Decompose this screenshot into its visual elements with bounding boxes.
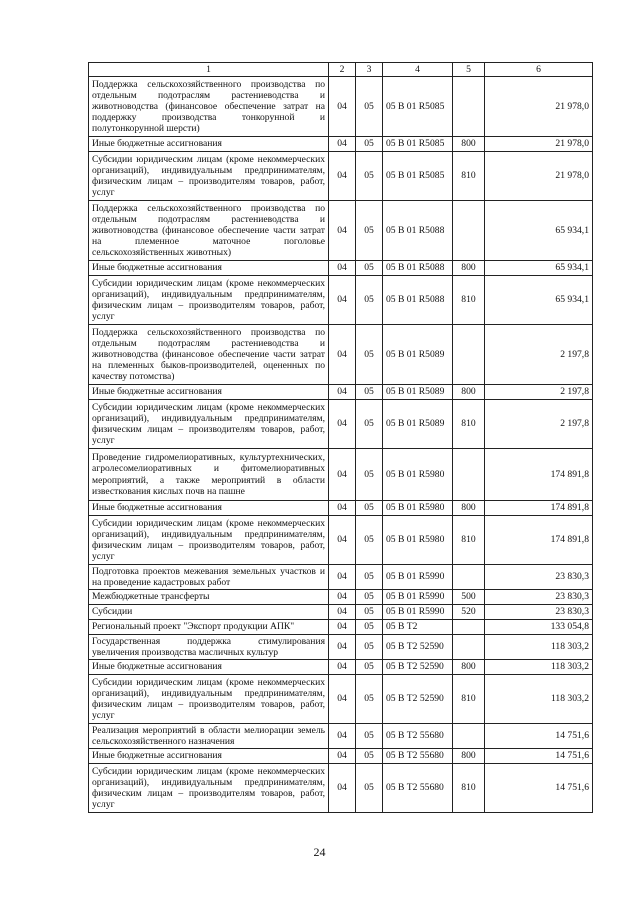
budget-table [88,62,593,813]
expense-type-cell [453,724,485,749]
target-article-cell: 05 В Т2 [383,620,453,635]
subsection-code-cell: 05 [356,620,383,635]
expense-type-cell: 810 [453,764,485,813]
subsection-code-cell: 05 [356,660,383,675]
section-code-cell: 04 [329,449,356,501]
row-name-cell: Иные бюджетные ассигнования [89,501,329,516]
amount-cell: 21 978,0 [485,152,593,201]
amount-cell: 14 751,6 [485,724,593,749]
row-name-cell: Государственная поддержка стимулирования увеличения производства масличных культур [89,635,329,660]
target-article-cell: 05 В 01 R5990 [383,590,453,605]
row-name-cell: Иные бюджетные ассигнования [89,137,329,152]
amount-cell: 14 751,6 [485,764,593,813]
amount-cell: 65 934,1 [485,201,593,261]
row-name-cell: Иные бюджетные ассигнования [89,749,329,764]
subsection-code-cell: 05 [356,325,383,385]
subsection-code-cell: 05 [356,501,383,516]
target-article-cell: 05 В 01 R5980 [383,516,453,565]
amount-cell: 174 891,8 [485,449,593,501]
amount-cell: 118 303,2 [485,660,593,675]
table-row [89,605,593,620]
expense-type-cell: 800 [453,749,485,764]
page-number: 24 [313,845,326,859]
subsection-code-cell: 05 [356,400,383,449]
row-name-cell: Иные бюджетные ассигнования [89,660,329,675]
table-row [89,449,593,501]
section-code-cell: 04 [329,764,356,813]
expense-type-cell: 800 [453,137,485,152]
section-code-cell: 04 [329,152,356,201]
subsection-code-cell: 05 [356,635,383,660]
section-code-cell: 04 [329,660,356,675]
target-article-cell: 05 В 01 R5980 [383,449,453,501]
subsection-code-cell: 05 [356,261,383,276]
section-code-cell: 04 [329,749,356,764]
expense-type-cell [453,77,485,137]
amount-cell: 23 830,3 [485,605,593,620]
section-code-cell: 04 [329,605,356,620]
section-code-cell: 04 [329,565,356,590]
target-article-cell: 05 В 01 R5089 [383,385,453,400]
amount-cell: 118 303,2 [485,635,593,660]
row-name-cell: Поддержка сельскохозяйственного производства по отдельным подотраслям растениеводства и животноводства (финансовое обеспечение затрат на поддержку производства тонкорунной и полутонкорунной шерсти) [89,77,329,137]
expense-type-cell: 800 [453,501,485,516]
header-cell: 4 [383,63,453,77]
section-code-cell: 04 [329,620,356,635]
amount-cell: 65 934,1 [485,276,593,325]
section-code-cell: 04 [329,590,356,605]
table-header-row [89,63,593,77]
target-article-cell: 05 В Т2 52590 [383,675,453,724]
expense-type-cell [453,565,485,590]
row-name-cell: Иные бюджетные ассигнования [89,385,329,400]
subsection-code-cell: 05 [356,605,383,620]
target-article-cell: 05 В 01 R5088 [383,261,453,276]
target-article-cell: 05 В 01 R5990 [383,565,453,590]
table-row [89,660,593,675]
expense-type-cell: 800 [453,261,485,276]
expense-type-cell: 810 [453,516,485,565]
header-cell: 1 [89,63,329,77]
target-article-cell: 05 В Т2 55680 [383,749,453,764]
target-article-cell: 05 В Т2 55680 [383,724,453,749]
table-row [89,501,593,516]
target-article-cell: 05 В 01 R5089 [383,325,453,385]
expense-type-cell: 800 [453,660,485,675]
table-row [89,400,593,449]
section-code-cell: 04 [329,675,356,724]
row-name-cell: Иные бюджетные ассигнования [89,261,329,276]
table-row [89,635,593,660]
expense-type-cell [453,620,485,635]
header-cell: 6 [485,63,593,77]
table-row [89,620,593,635]
section-code-cell: 04 [329,276,356,325]
header-cell: 3 [356,63,383,77]
expense-type-cell: 810 [453,276,485,325]
subsection-code-cell: 05 [356,724,383,749]
amount-cell: 118 303,2 [485,675,593,724]
table-row [89,137,593,152]
subsection-code-cell: 05 [356,201,383,261]
subsection-code-cell: 05 [356,385,383,400]
row-name-cell: Субсидии юридическим лицам (кроме некоммерческих организаций), индивидуальным предпринимателям, физическим лицам – производителям товаров, работ, услуг [89,516,329,565]
amount-cell: 23 830,3 [485,565,593,590]
subsection-code-cell: 05 [356,449,383,501]
subsection-code-cell: 05 [356,764,383,813]
subsection-code-cell: 05 [356,152,383,201]
expense-type-cell: 800 [453,385,485,400]
table-row [89,565,593,590]
subsection-code-cell: 05 [356,137,383,152]
subsection-code-cell: 05 [356,675,383,724]
section-code-cell: 04 [329,635,356,660]
table-row [89,675,593,724]
section-code-cell: 04 [329,261,356,276]
header-cell: 5 [453,63,485,77]
amount-cell: 21 978,0 [485,137,593,152]
row-name-cell: Поддержка сельскохозяйственного производства по отдельным подотраслям растениеводства и животноводства (финансовое обеспечение части затрат на племенное маточное поголовье сельскохозяйственных животных) [89,201,329,261]
subsection-code-cell: 05 [356,590,383,605]
row-name-cell: Субсидии юридическим лицам (кроме некоммерческих организаций), индивидуальным предпринимателям, физическим лицам – производителям товаров, работ, услуг [89,675,329,724]
section-code-cell: 04 [329,201,356,261]
row-name-cell: Межбюджетные трансферты [89,590,329,605]
subsection-code-cell: 05 [356,276,383,325]
table-row [89,325,593,385]
section-code-cell: 04 [329,77,356,137]
row-name-cell: Субсидии юридическим лицам (кроме некоммерческих организаций), индивидуальным предпринимателям, физическим лицам – производителям товаров, работ, услуг [89,400,329,449]
expense-type-cell [453,325,485,385]
amount-cell: 21 978,0 [485,77,593,137]
table-row [89,261,593,276]
target-article-cell: 05 В 01 R5089 [383,400,453,449]
expense-type-cell: 810 [453,400,485,449]
section-code-cell: 04 [329,724,356,749]
amount-cell: 133 054,8 [485,620,593,635]
header-cell: 2 [329,63,356,77]
amount-cell: 174 891,8 [485,516,593,565]
table-body [89,77,593,813]
row-name-cell: Подготовка проектов межевания земельных участков и на проведение кадастровых работ [89,565,329,590]
table-row [89,749,593,764]
expense-type-cell: 520 [453,605,485,620]
subsection-code-cell: 05 [356,565,383,590]
table-row [89,724,593,749]
target-article-cell: 05 В 01 R5085 [383,152,453,201]
target-article-cell: 05 В 01 R5088 [383,276,453,325]
section-code-cell: 04 [329,137,356,152]
amount-cell: 14 751,6 [485,749,593,764]
amount-cell: 2 197,8 [485,400,593,449]
target-article-cell: 05 В Т2 52590 [383,660,453,675]
row-name-cell: Субсидии юридическим лицам (кроме некоммерческих организаций), индивидуальным предпринимателям, физическим лицам – производителям товаров, работ, услуг [89,152,329,201]
amount-cell: 65 934,1 [485,261,593,276]
table-row [89,276,593,325]
subsection-code-cell: 05 [356,516,383,565]
row-name-cell: Субсидии юридическим лицам (кроме некоммерческих организаций), индивидуальным предпринимателям, физическим лицам – производителям товаров, работ, услуг [89,764,329,813]
amount-cell: 2 197,8 [485,325,593,385]
expense-type-cell: 810 [453,675,485,724]
amount-cell: 174 891,8 [485,501,593,516]
table-row [89,77,593,137]
row-name-cell: Субсидии юридическим лицам (кроме некоммерческих организаций), индивидуальным предпринимателям, физическим лицам – производителям товаров, работ, услуг [89,276,329,325]
expense-type-cell [453,449,485,501]
target-article-cell: 05 В 01 R5990 [383,605,453,620]
target-article-cell: 05 В 01 R5085 [383,77,453,137]
target-article-cell: 05 В Т2 55680 [383,764,453,813]
expense-type-cell: 810 [453,152,485,201]
target-article-cell: 05 В 01 R5085 [383,137,453,152]
row-name-cell: Субсидии [89,605,329,620]
table-row [89,152,593,201]
amount-cell: 2 197,8 [485,385,593,400]
table-row [89,764,593,813]
amount-cell: 23 830,3 [485,590,593,605]
row-name-cell: Проведение гидромелиоративных, культуртехнических, агролесомелиоративных и фитомелиоративных мероприятий, а также мероприятий в области известкования кислых почв на пашне [89,449,329,501]
subsection-code-cell: 05 [356,77,383,137]
target-article-cell: 05 В Т2 52590 [383,635,453,660]
table-row [89,590,593,605]
section-code-cell: 04 [329,385,356,400]
table-row [89,385,593,400]
target-article-cell: 05 В 01 R5088 [383,201,453,261]
section-code-cell: 04 [329,325,356,385]
expense-type-cell [453,201,485,261]
subsection-code-cell: 05 [356,749,383,764]
target-article-cell: 05 В 01 R5980 [383,501,453,516]
expense-type-cell [453,635,485,660]
row-name-cell: Региональный проект "Экспорт продукции АПК" [89,620,329,635]
row-name-cell: Реализация мероприятий в области мелиорации земель сельскохозяйственного назначения [89,724,329,749]
table-row [89,201,593,261]
table-row [89,516,593,565]
expense-type-cell: 500 [453,590,485,605]
section-code-cell: 04 [329,516,356,565]
row-name-cell: Поддержка сельскохозяйственного производства по отдельным подотраслям растениеводства и животноводства (финансовое обеспечение части затрат на племенных быков-производителей, оцененных по качеству потомства) [89,325,329,385]
section-code-cell: 04 [329,400,356,449]
section-code-cell: 04 [329,501,356,516]
